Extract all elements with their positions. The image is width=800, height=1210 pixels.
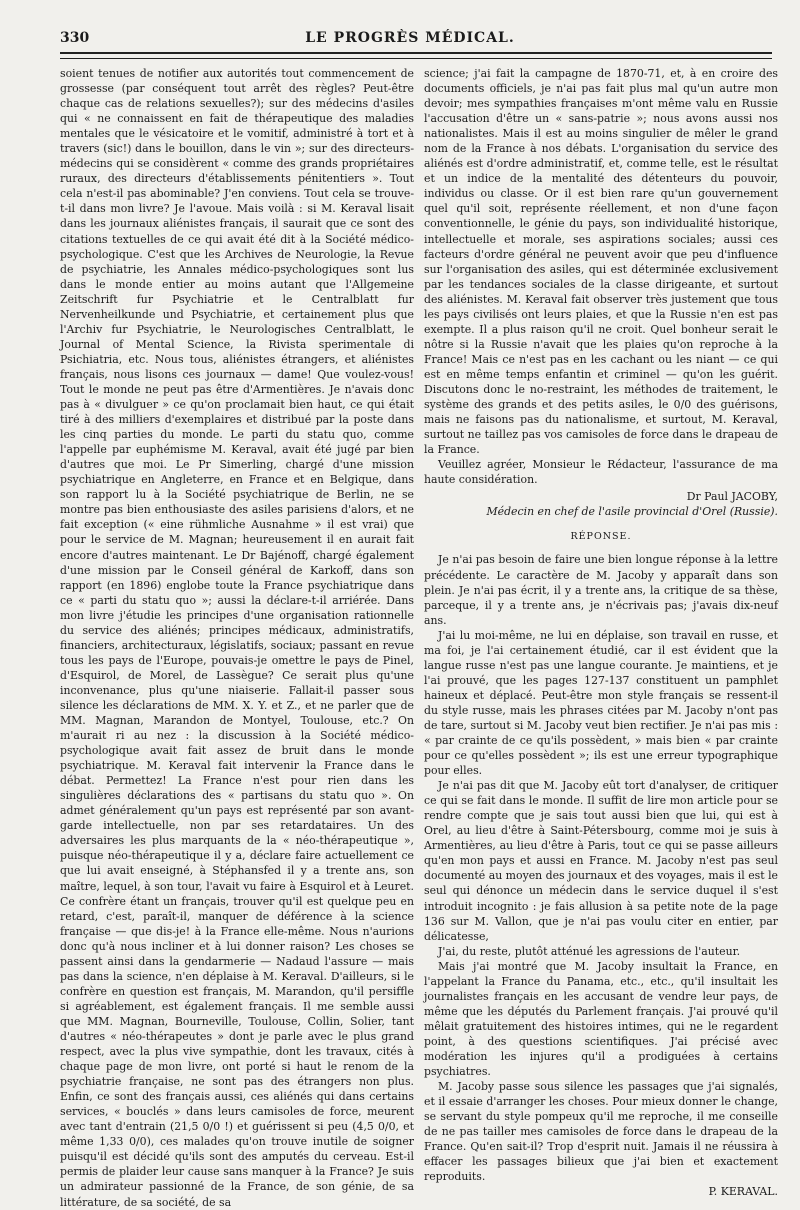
response-body — [424, 552, 778, 1184]
header-rule-thick — [60, 52, 772, 54]
page-header — [60, 30, 760, 48]
header-rule-thin — [60, 58, 772, 59]
letter-signature: Dr Paul JACOBY, — [686, 490, 778, 504]
response-paragraph: J'ai lu moi-même, ne lui en déplaise, son travail en russe, et ma foi, je l'ai certainement étudié, car il est évident que la langue russe n'est pas une langue courante. Je maintiens, et je l'ai prouvé, que les pages 127-137 constituent un pamphlet haineux et déplacé. Peut-être mon style français se ressent-il du style russe, mais les phrases citées par M. Jacoby n'ont pas de tare, surtout si M. Jacoby veut bien rectifier. Je n'ai pas mis : « par crainte de ce qu'ils possèdent, » mais bien « par crainte pour ce qu'elles possèdent »; ils est une erreur typographique pour elles. — [424, 628, 778, 778]
response-paragraph: Je n'ai pas besoin de faire une bien longue réponse à la lettre précédente. Le caractère de M. Jacoby y apparaît dans son plein. Je n'ai pas écrit, il y a trente ans, la critique de sa thèse, parceque, il y a trente ans, je n'écrivais pas; j'avais dix-neuf ans. — [424, 553, 778, 627]
journal-title: LE PROGRÈS MÉDICAL. — [305, 30, 515, 46]
response-paragraph: M. Jacoby passe sous silence les passages que j'ai signalés, et il essaie d'arranger les choses. Pour mieux donner le change, se servant du style pompeux qu'il me reproche, il me conseille de ne pas tailler mes camisoles de force dans le drapeau de la France. Qu'en sait-il? Trop d'esprit nuit. Jamais il ne réussira à effacer les passages bilieux que j'ai bien et exactement reproduits. — [424, 1080, 778, 1184]
response-signature: P. KERAVAL. — [708, 1185, 778, 1199]
right-column — [424, 66, 778, 1199]
response-paragraph: J'ai, du reste, plutôt atténué les agressions de l'auteur. — [438, 944, 741, 958]
letter-paragraph: science; j'ai fait la campagne de 1870-71, et, à en croire des documents officiels, je n'ai pas fait plus mal qu'un autre mon devoir; mes sympathies françaises m'ont même valu en Russie l'accusation d'être un « sans-patrie »; nous avons aussi nos nationalistes. Mais il est au moins singulier de mêler le grand nom de la France à nos débats. L'organisation du service des aliénés est d'ordre administratif, et, comme telle, est le résultat et un indice de la mentalité des détenteurs du pouvoir, individus ou classe. Or il est bien rare qu'un gouvernement quel qu'il soit, représente réellement, et non d'une façon conventionnelle, le génie du pays, son individualité historique, intellectuelle et morale, ses aspirations sociales; aussi ces facteurs d'ordre général ne peuvent avoir que peu d'influence sur l'organisation des asiles, qui est déterminée exclusivement par les tendances sociales de la classe dirigeante, et surtout des aliénistes. M. Keraval fait observer très justement que tous les pays civilisés ont leurs plaies, et que la Russie n'en est pas exempte. Il a plus raison qu'il ne croit. Quel bonheur serait le nôtre si la Russie n'avait que les plaies qu'on reproche à la France! Mais ce n'est pas en les cachant ou les niant — ce qui est en même temps enfantin et criminel — qu'on les guérit. Discutons donc le no-restraint, les méthodes de traitement, le système des grands et des petits asiles, le 0/0 des guérisons, mais ne faisons pas du nationalisme, et surtout, M. Keraval, surtout ne taillez pas vos camisoles de force dans le drapeau de la France. — [424, 67, 778, 457]
section-heading: RÉPONSE. — [570, 531, 632, 543]
left-column — [60, 66, 414, 1210]
body-paragraph: soient tenues de notifier aux autorités tout commencement de grossesse (par conséquent tout arrêt des règles? Peut-être chaque cas de relations sexuelles?); sur des médecins d'asiles qui « ne connaissent en fait de thérapeutique des maladies mentales que le vésicatoire et le vomitif, administré à tort et à travers (sic!) dans le bouillon, dans le vin »; sur des directeurs-médecins qui se considèrent « comme des grands propriétaires ruraux, des directeurs d'établissements pénitentiers ». Tout cela n'est-il pas abominable? J'en conviens. Tout cela se trouve-t-il dans mon livre? Je l'avoue. Mais voilà : si M. Keraval lisait dans les journaux aliénistes français, il saurait que ce sont des citations textuelles de ce qui avait été dit à la Société médico-psychologique. C'est que les Archives de Neurologie, la Revue de psychiatrie, les Annales médico-psychologiques sont lus dans le monde entier au moins autant que l'Allgemeine Zeitschrift fur Psychiatrie et le Centralblatt fur Nervenheilkunde und Psychiatrie, et certainement plus que l'Archiv fur Psychiatrie, le Neurologisches Centralblatt, le Journal of Mental Science, la Rivista sperimentale di Psichiatria, etc. Nous tous, aliénistes étrangers, et aliénistes français, nous lisons ces journaux — dame! Que voulez-vous! Tout le monde ne peut pas être d'Armentières. Je n'avais donc pas à « divulguer » ce qu'on proclamait bien haut, ce qui était tiré à des milliers d'exemplaires et distribué par la poste dans les cinq parties du monde. Le parti du statu quo, comme l'appelle par euphémisme M. Keraval, avait été jugé par bien d'autres que moi. Le Pr Simerling, chargé d'une mission psychiatrique en Angleterre, en France et en Belgique, dans son rapport lu à la Société psychiatrique de Berlin, ne se montre pas bien enthousiaste des asiles parisiens d'alors, et ne fait exception (« eine rühmliche Ausnahme » il est vrai) que pour le service de M. Magnan; heureusement il en aurait fait encore d'autres maintenant. Le Dr Bajénoff, chargé également d'une mission par le Conseil général de Karkoff, dans son rapport (en 1896) englobe toute la France psychiatrique dans ce « parti du statu quo »; aussi la déclare-t-il arriérée. Dans mon livre j'étudie les principes d'une organisation rationnelle du service des aliénés; principes médicaux, administratifs, financiers, architecturaux, législatifs, sociaux; passant en revue tous les pays de l'Europe, pouvais-je omettre le pays de Pinel, d'Esquirol, de Morel, de Lassègue? Ce serait plus qu'une inconvenance, plus qu'une niaiserie. Fallait-il passer sous silence les déclarations de MM. X. Y. et Z., et ne parler que de MM. Magnan, Marandon de Montyel, Toulouse, etc.? On m'aurait ri au nez : la discussion à la Société médico-psychologique avait fait assez de bruit dans le monde psychiatrique. M. Keraval fait intervenir la France dans le débat. Permettez! La France n'est pour rien dans les singulières déclarations des « partisans du statu quo ». On admet généralement qu'un pays est représenté par son avant-garde intellectuelle, non par ses retardataires. Un des adversaires les plus marquants de la « néo-thérapeutique », puisque néo-thérapeutique il y a, déclare faire actuellement ce que lui avait enseigné, à Stéphansfed il y a trente ans, son maître, lequel, à son tour, l'avait vu faire à Esquirol et à Leuret. Ce confrère étant un français, trouver qu'il est quelque peu en retard, c'est, paraît-il, manquer de déférence à la science française — que dis-je! à la France elle-même. Nous n'aurions donc qu'à nous incliner et à lui donner raison? Les choses se passent ainsi dans la gendarmerie — Nadaud l'assure — mais pas dans la science, n'en déplaise à M. Keraval. D'ailleurs, si le confrère en question est français, M. Marandon, qu'il persiffle si agréablement, est également français. Il me semble aussi que MM. Magnan, Bourneville, Toulouse, Collin, Solier, tant d'autres « néo-thérapeutes » dont je parle avec le plus grand respect, avec la plus vive sympathie, dont les travaux, cités à chaque page de mon livre, ont porté si haut le renom de la psychiatrie française, ne sont pas des étrangers non plus. Enfin, ce sont des français aussi, ces aliénés qui dans certains services, « bouclés » dans leurs camisoles de force, meurent avec tant d'entrain (21,5 0/0 !) et guérissent si peu (4,5 0/0, et même 1,33 0/0), ces malades qu'on trouve inutile de soigner puisqu'il est décidé qu'ils sont des amputés du cerveau. Est-il permis de plaider leur cause sans manquer à la France? Je suis un admirateur passionné de la France, de son génie, de sa littérature, de sa société, de sa — [60, 67, 414, 1209]
response-paragraph: Je n'ai pas dit que M. Jacoby eût tort d'analyser, de critiquer ce qui se fait dans le monde. Il suffit de lire mon article pour se rendre compte que je sais tout aussi bien que lui, qui est à Orel, au lieu d'être à Saint-Pétersbourg, comme moi je suis à Armentières, au lieu d'être à Paris, tout ce qui se passe ailleurs qu'en mon pays et aussi en France. M. Jacoby n'est pas seul documenté au moyen des journaux et des voyages, mais il est le seul qui dénonce un médecin dans le service duquel il s'est introduit incognito : je fais allusion à sa petite note de la page 136 sur M. Vallon, que je n'ai pas voulu citer en entier, par délicatesse, — [424, 779, 778, 943]
letter-affiliation: Médecin en chef de l'asile provincial d'Orel (Russie). — [486, 505, 778, 519]
page-number: 330 — [60, 30, 90, 46]
response-paragraph: Mais j'ai montré que M. Jacoby insultait la France, en l'appelant la France du Panama, etc., etc., qu'il insultait les journalistes français en les accusant de vendre leur pays, de même que les députés du Parlement français. J'ai prouvé qu'il mêlait gratuitement des histoires intimes, qui ne le regardent point, à des questions scientifiques. J'ai précisé avec modération les injures qu'il a prodiguées à certains psychiatres. — [424, 959, 778, 1079]
letter-closing: Veuillez agréer, Monsieur le Rédacteur, l'assurance de ma haute considération. — [424, 458, 778, 487]
